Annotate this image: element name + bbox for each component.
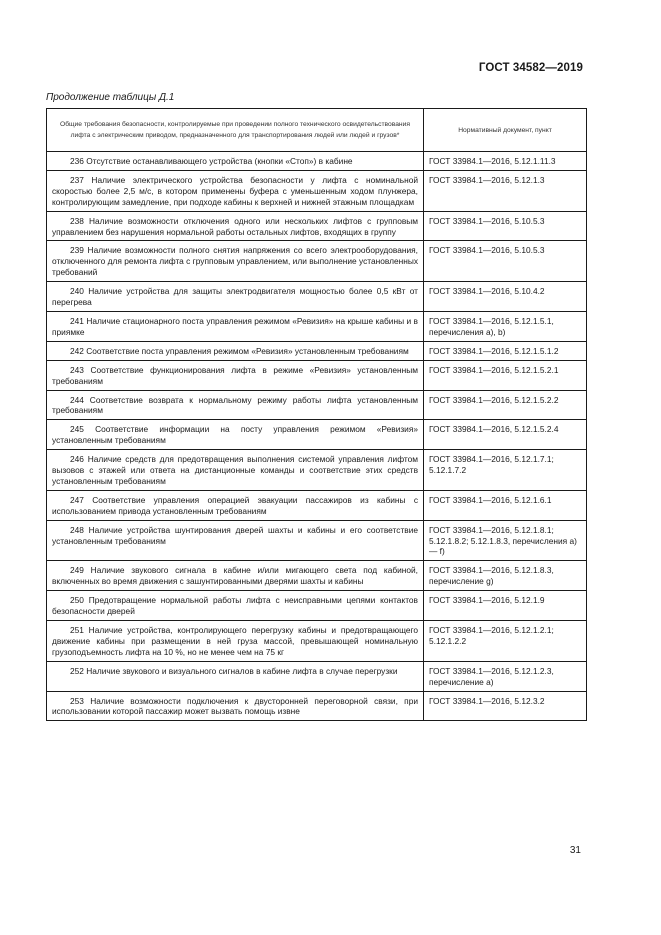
requirement-cell: 248 Наличие устройства шунтирования дверей шахты и кабины и его соответствие установленным требованиям — [47, 520, 424, 561]
table-row — [47, 520, 587, 561]
reference-cell: ГОСТ 33984.1—2016, 5.10.5.3 — [424, 211, 587, 241]
table-row — [47, 420, 587, 450]
table-row — [47, 282, 587, 312]
reference-cell: ГОСТ 33984.1—2016, 5.12.1.3 — [424, 170, 587, 211]
requirement-cell: 239 Наличие возможности полного снятия напряжения со всего электрооборудования, отключенного для ремонта лифта с групповым управлением, или выполнение установленных требований — [47, 241, 424, 282]
requirement-cell: 247 Соответствие управления операцией эвакуации пассажиров из кабины с использованием привода установленным требованиям — [47, 490, 424, 520]
requirements-table — [46, 108, 587, 721]
reference-cell: ГОСТ 33984.1—2016, 5.12.1.9 — [424, 591, 587, 621]
requirement-cell: 250 Предотвращение нормальной работы лифта с неисправными цепями контактов безопасности дверей — [47, 591, 424, 621]
reference-cell: ГОСТ 33984.1—2016, 5.12.1.2.3, перечисление а) — [424, 661, 587, 691]
table-header-row — [47, 109, 587, 152]
reference-cell: ГОСТ 33984.1—2016, 5.12.1.5.1, перечисления а), b) — [424, 311, 587, 341]
requirement-cell: 245 Соответствие информации на посту управления режимом «Ревизия» установленным требованиям — [47, 420, 424, 450]
requirement-cell: 246 Наличие средств для предотвращения выполнения системой управления лифтом вызовов с этажей или ответа на дистанционные команды и соответствие этих средств установленным требованиям — [47, 450, 424, 491]
reference-cell: ГОСТ 33984.1—2016, 5.12.1.11.3 — [424, 152, 587, 171]
table-row — [47, 211, 587, 241]
requirement-cell: 243 Соответствие функционирования лифта в режиме «Ревизия» установленным требованиям — [47, 360, 424, 390]
requirement-cell: 252 Наличие звукового и визуального сигналов в кабине лифта в случае перегрузки — [47, 661, 424, 691]
reference-cell: ГОСТ 33984.1—2016, 5.12.1.6.1 — [424, 490, 587, 520]
reference-cell: ГОСТ 33984.1—2016, 5.12.3.2 — [424, 691, 587, 721]
reference-cell: ГОСТ 33984.1—2016, 5.10.5.3 — [424, 241, 587, 282]
table-row — [47, 311, 587, 341]
requirement-cell: 249 Наличие звукового сигнала в кабине и/или мигающего света под кабиной, включенных во время движения с зашунтированными дверями шахты и кабины — [47, 561, 424, 591]
table-row — [47, 490, 587, 520]
column-header-requirements: Общие требования безопасности, контролируемые при проведении полного технического освидетельствования лифта с электрическим приводом, предназначенного для транспортирования людей или людей и грузов* — [47, 109, 424, 152]
table-row — [47, 170, 587, 211]
requirement-cell: 238 Наличие возможности отключения одного или нескольких лифтов с групповым управлением без нарушения нормальной работы остальных лифтов, входящих в группу — [47, 211, 424, 241]
requirement-cell: 236 Отсутствие останавливающего устройства (кнопки «Стоп») в кабине — [47, 152, 424, 171]
requirement-cell: 253 Наличие возможности подключения к двусторонней переговорной связи, при использовании которой пассажир может вызвать помощь извне — [47, 691, 424, 721]
page-number: 31 — [569, 845, 581, 856]
requirement-cell: 244 Соответствие возврата к нормальному режиму работы лифта установленным требованиям — [47, 390, 424, 420]
requirement-cell: 240 Наличие устройства для защиты электродвигателя мощностью более 0,5 кВт от перегрева — [47, 282, 424, 312]
reference-cell: ГОСТ 33984.1—2016, 5.12.1.8.1; 5.12.1.8.2; 5.12.1.8.3, перечисления а) — f) — [424, 520, 587, 561]
table-row — [47, 360, 587, 390]
table-row — [47, 152, 587, 171]
table-body — [47, 152, 587, 721]
table-row — [47, 450, 587, 491]
table-row — [47, 561, 587, 591]
column-header-reference: Нормативный документ, пункт — [424, 109, 587, 152]
reference-cell: ГОСТ 33984.1—2016, 5.12.1.8.3, перечисление g) — [424, 561, 587, 591]
requirement-cell: 242 Соответствие поста управления режимом «Ревизия» установленным требованиям — [47, 341, 424, 360]
table-row — [47, 241, 587, 282]
reference-cell: ГОСТ 33984.1—2016, 5.10.4.2 — [424, 282, 587, 312]
reference-cell: ГОСТ 33984.1—2016, 5.12.1.5.2.4 — [424, 420, 587, 450]
requirement-cell: 241 Наличие стационарного поста управления режимом «Ревизия» на крыше кабины и в приямке — [47, 311, 424, 341]
requirement-cell: 237 Наличие электрического устройства безопасности у лифта с номинальной скоростью более 2,5 м/с, в котором применены буфера с уменьшенным ходом плунжера, контролирующим замедление, при подходе кабины к верхней и нижней этажным площадкам — [47, 170, 424, 211]
table-row — [47, 691, 587, 721]
table-row — [47, 341, 587, 360]
requirement-cell: 251 Наличие устройства, контролирующего перегрузку кабины и предотвращающего движение кабины при размещении в ней груза массой, превышающей номинальную грузоподъемность лифта на 10 %, но не менее чем на 75 кг — [47, 621, 424, 662]
table-row — [47, 591, 587, 621]
table-row — [47, 661, 587, 691]
table-caption: Продолжение таблицы Д.1 — [46, 92, 175, 103]
reference-cell: ГОСТ 33984.1—2016, 5.12.1.7.1; 5.12.1.7.2 — [424, 450, 587, 491]
reference-cell: ГОСТ 33984.1—2016, 5.12.1.5.1.2 — [424, 341, 587, 360]
table-row — [47, 390, 587, 420]
document-code: ГОСТ 34582—2019 — [478, 62, 583, 74]
reference-cell: ГОСТ 33984.1—2016, 5.12.1.2.1; 5.12.1.2.2 — [424, 621, 587, 662]
reference-cell: ГОСТ 33984.1—2016, 5.12.1.5.2.1 — [424, 360, 587, 390]
reference-cell: ГОСТ 33984.1—2016, 5.12.1.5.2.2 — [424, 390, 587, 420]
table-row — [47, 621, 587, 662]
